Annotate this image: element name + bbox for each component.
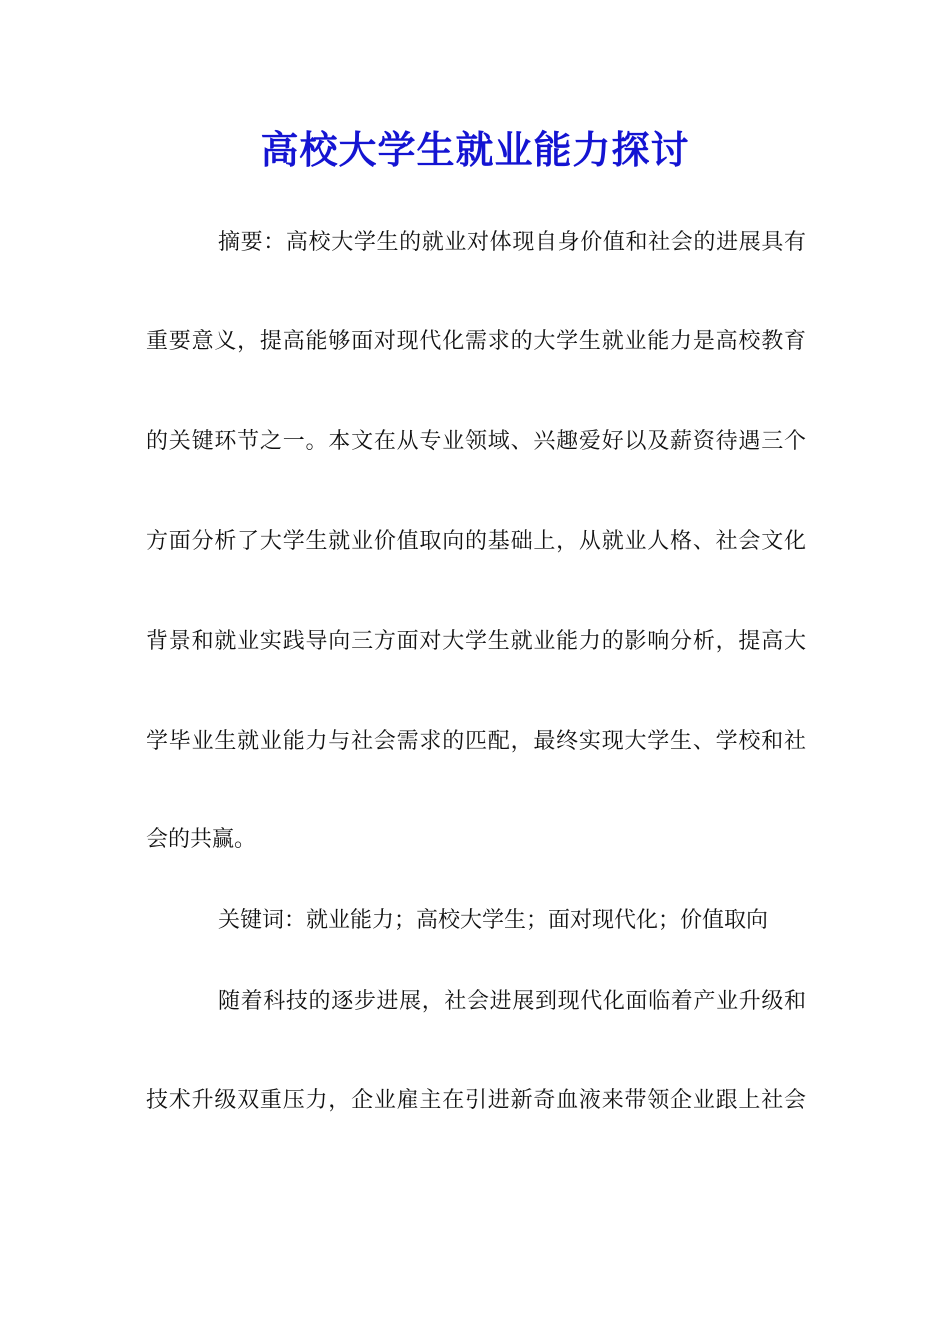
body-line-1: 随着科技的逐步进展，社会进展到现代化面临着产业升级和	[218, 989, 806, 1014]
abstract-line-2: 重要意义，提高能够面对现代化需求的大学生就业能力是高校教育	[146, 329, 806, 354]
body-line-2: 技术升级双重压力，企业雇主在引进新奇血液来带领企业跟上社会	[146, 1088, 806, 1113]
keywords-line: 关键词：就业能力；高校大学生；面对现代化；价值取向	[218, 908, 769, 933]
abstract-line-3: 的关键环节之一。本文在从专业领域、兴趣爱好以及薪资待遇三个	[146, 429, 806, 454]
abstract-line-1: 摘要：高校大学生的就业对体现自身价值和社会的进展具有	[218, 230, 806, 255]
abstract-line-4: 方面分析了大学生就业价值取向的基础上，从就业人格、社会文化	[146, 529, 806, 554]
document-title: 高校大学生就业能力探讨	[260, 127, 690, 172]
abstract-line-6: 学毕业生就业能力与社会需求的匹配，最终实现大学生、学校和社	[146, 729, 806, 754]
abstract-line-5: 背景和就业实践导向三方面对大学生就业能力的影响分析，提高大	[146, 629, 806, 654]
abstract-line-7: 会的共赢。	[146, 827, 257, 852]
